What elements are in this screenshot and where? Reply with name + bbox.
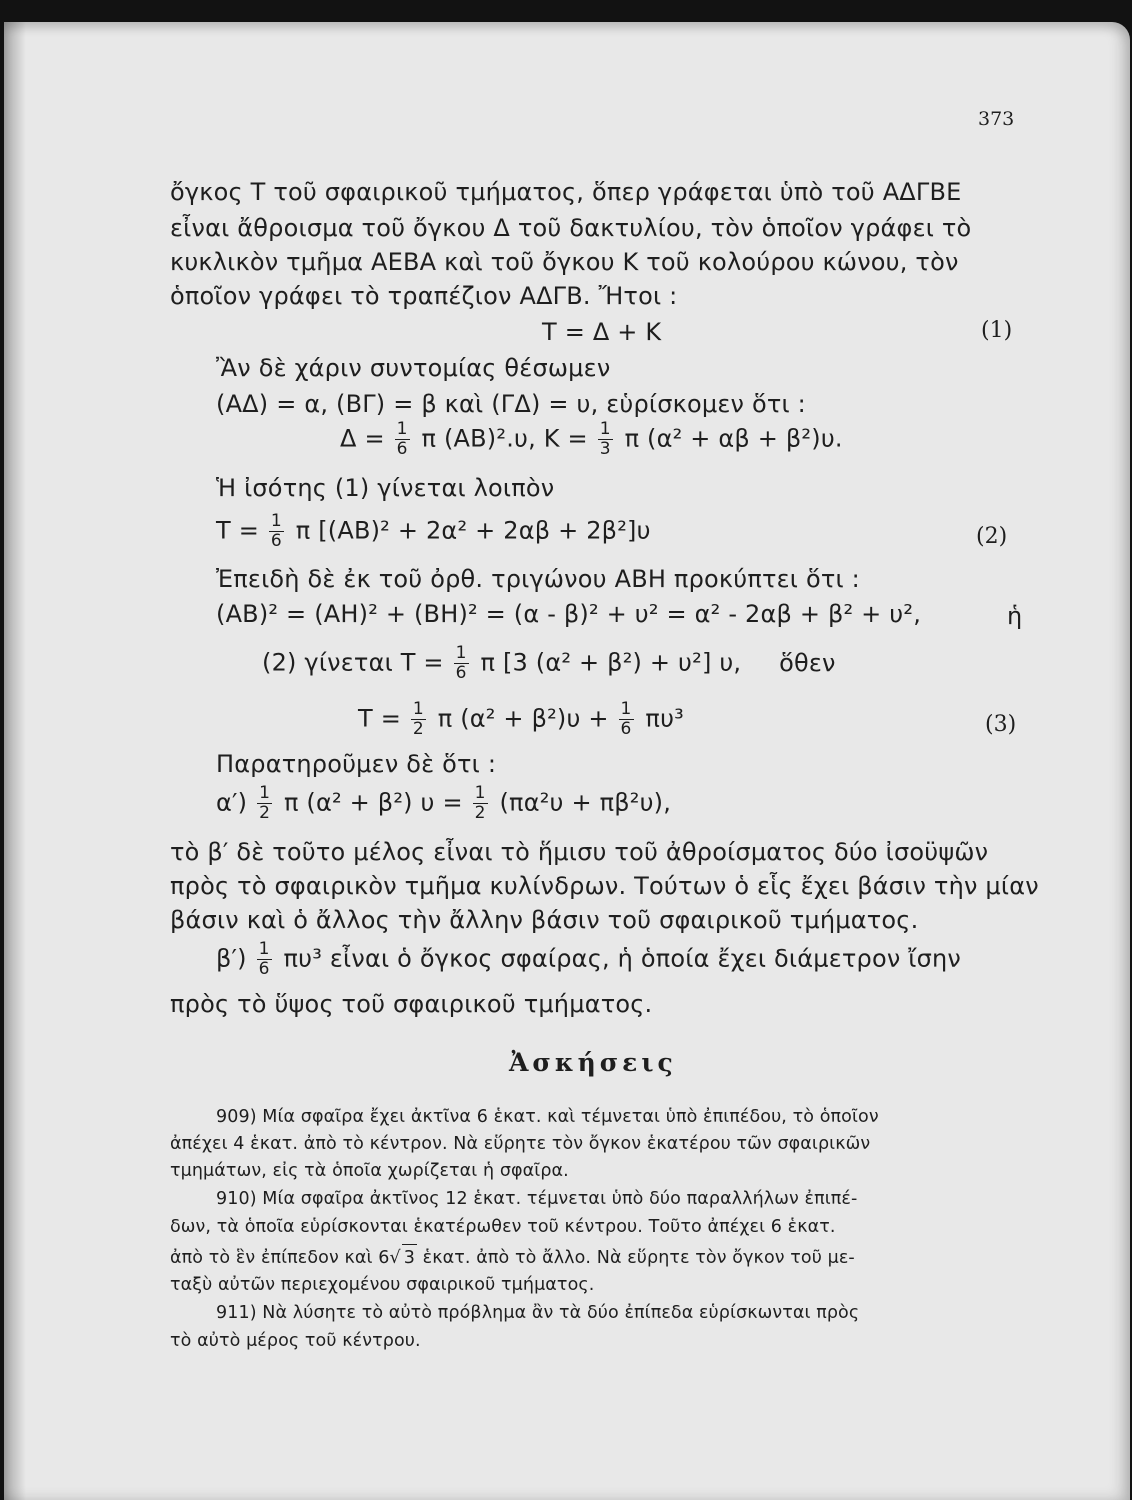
exercise-line-8: 911) Νὰ λύσητε τὸ αὐτὸ πρόβλημα ἂν τὰ δύο ἐπίπεδα εὑρίσκωνται πρὸς — [216, 1303, 860, 1323]
fraction-denominator: 6 — [620, 719, 632, 739]
fraction-numerator: 1 — [474, 783, 486, 803]
equation-number-2: (2) — [976, 524, 1008, 549]
spine-shadow — [4, 22, 26, 1500]
fraction-numerator: 1 — [396, 419, 408, 439]
fraction-denominator: 6 — [258, 959, 270, 979]
formula-part: π [3 (α² + β²) + υ²] υ, — [480, 648, 742, 677]
text-line-2: εἶναι ἄθροισμα τοῦ ὄγκου Δ τοῦ δακτυλίου, τὸν ὁποῖον γράφει τὸ — [170, 214, 972, 242]
fraction-one-sixth — [454, 644, 469, 683]
text-line-17: πρὸς τὸ σφαιρικὸν τμῆμα κυλίνδρων. Τούτων ὁ εἷς ἔχει βάσιν τὴν μίαν — [170, 872, 1039, 900]
fraction-denominator: 2 — [474, 803, 486, 823]
fraction-one-sixth — [619, 700, 634, 739]
fraction-denominator: 3 — [599, 439, 611, 459]
formula-part: α′) — [216, 788, 248, 817]
formula-part: Τ = — [216, 516, 259, 545]
text-line-6: (ΑΔ) = α, (ΒΓ) = β καὶ (ΓΔ) = υ, εὑρίσκομεν ὅτι : — [216, 390, 806, 418]
fraction-numerator: 1 — [455, 643, 467, 663]
fraction-numerator: 1 — [412, 699, 424, 719]
exercise-text: ἀπὸ τὸ ἓν ἐπίπεδον καὶ 6 — [170, 1248, 390, 1268]
exercise-line-3: τμημάτων, εἰς τὰ ὁποῖα χωρίζεται ἡ σφαῖρα. — [170, 1161, 569, 1181]
text-line-4: ὁποῖον γράφει τὸ τραπέζιον ΑΔΓΒ. Ἤτοι : — [170, 282, 678, 310]
text-line-8: Ἡ ἰσότης (1) γίνεται λοιπὸν — [216, 474, 555, 502]
formula-beta — [216, 940, 961, 979]
formula-T-final — [358, 700, 684, 739]
fraction-numerator: 1 — [599, 419, 611, 439]
fraction-numerator: 1 — [270, 511, 282, 531]
formula-part: (πα²υ + πβ²υ), — [499, 788, 672, 817]
exercise-line-6 — [170, 1244, 855, 1271]
formula-part: πυ³ εἶναι ὁ ὄγκος σφαίρας, ἡ ὁποία ἔχει διάμετρον ἴσην — [283, 944, 962, 973]
exercises-heading: Ἀσκήσεις — [509, 1048, 677, 1077]
fraction-denominator: 2 — [259, 803, 271, 823]
formula-part: πυ³ — [645, 704, 684, 733]
text-line-3: κυκλικὸν τμῆμα ΑΕΒΑ καὶ τοῦ ὄγκου Κ τοῦ κολούρου κώνου, τὸν — [170, 248, 959, 276]
fraction-numerator: 1 — [620, 699, 632, 719]
formula-T-becomes — [262, 644, 836, 683]
text-line-1: ὄγκος Τ τοῦ σφαιρικοῦ τμήματος, ὅπερ γράφεται ὑπὸ τοῦ ΑΔΓΒΕ — [170, 178, 962, 206]
text-line-16: τὸ β′ δὲ τοῦτο μέλος εἶναι τὸ ἥμισυ τοῦ ἀθροίσματος δύο ἰσοϋψῶν — [170, 838, 989, 866]
exercise-line-4: 910) Μία σφαῖρα ἀκτῖνος 12 ἑκατ. τέμνεται ὑπὸ δύο παραλλήλων ἐπιπέ- — [216, 1189, 858, 1209]
exercise-line-2: ἀπέχει 4 ἑκατ. ἀπὸ τὸ κέντρον. Νὰ εὕρητε τὸν ὄγκον ἑκατέρου τῶν σφαιρικῶν — [170, 1134, 871, 1154]
formula-part: Τ = — [358, 704, 401, 733]
fraction-one-half — [411, 700, 426, 739]
exercise-text: ἑκατ. ἀπὸ τὸ ἄλλο. Νὰ εὕρητε τὸν ὄγκον τοῦ με- — [422, 1248, 855, 1268]
equation-number-1: (1) — [981, 318, 1013, 343]
text-line-14: Παρατηροῦμεν δὲ ὅτι : — [216, 750, 497, 778]
formula-T-expanded — [216, 512, 651, 551]
square-root-sign: √ — [389, 1248, 401, 1268]
fraction-one-half — [473, 784, 488, 823]
formula-alpha — [216, 784, 671, 823]
exercise-line-1: 909) Μία σφαῖρα ἔχει ἀκτῖνα 6 ἑκατ. καὶ τέμνεται ὑπὸ ἐπιπέδου, τὸ ὁποῖον — [216, 1107, 879, 1127]
text-line-10: Ἐπειδὴ δὲ ἐκ τοῦ ὀρθ. τριγώνου ΑΒΗ προκύπτει ὅτι : — [216, 565, 860, 593]
fraction-numerator: 1 — [258, 939, 270, 959]
fraction-one-half — [257, 784, 272, 823]
fraction-one-third — [598, 420, 613, 459]
formula-part: π [(ΑΒ)² + 2α² + 2αβ + 2β²]υ — [295, 516, 651, 545]
fraction-numerator: 1 — [259, 783, 271, 803]
exercise-line-9: τὸ αὐτὸ μέρος τοῦ κέντρου. — [170, 1331, 421, 1351]
formula-part: π (α² + β²)υ + — [437, 704, 609, 733]
fraction-denominator: 6 — [455, 663, 467, 683]
text-line-18: βάσιν καὶ ὁ ἄλλος τὴν ἄλλην βάσιν τοῦ σφαιρικοῦ τμήματος. — [170, 906, 919, 934]
fraction-denominator: 2 — [412, 719, 424, 739]
fraction-denominator: 6 — [396, 439, 408, 459]
equation-number-3: (3) — [985, 712, 1017, 737]
formula-part: ὅθεν — [779, 648, 836, 677]
formula-part: π (α² + β²) υ = — [283, 788, 463, 817]
page-number: 373 — [978, 108, 1015, 130]
formula-AB-squared: (ΑΒ)² = (ΑΗ)² + (ΒΗ)² = (α - β)² + υ² = α² - 2αβ + β² + υ², — [216, 600, 922, 628]
fraction-denominator: 6 — [270, 531, 282, 551]
formula-part: Δ = — [340, 424, 385, 453]
fraction-one-sixth — [269, 512, 284, 551]
fraction-one-sixth — [395, 420, 410, 459]
formula-part: π (ΑΒ)².υ, Κ = — [421, 424, 588, 453]
formula-part: β′) — [216, 944, 247, 973]
text-line-11-end: ἡ — [1007, 602, 1023, 630]
formula-delta-kappa — [340, 420, 843, 459]
formula-part: (2) γίνεται Τ = — [262, 648, 444, 677]
equation-1: Τ = Δ + Κ — [542, 318, 662, 346]
text-line-20: πρὸς τὸ ὕψος τοῦ σφαιρικοῦ τμήματος. — [170, 990, 653, 1018]
text-line-5: Ἂν δὲ χάριν συντομίας θέσωμεν — [216, 354, 611, 382]
exercise-line-5: δων, τὰ ὁποῖα εὑρίσκονται ἑκατέρωθεν τοῦ κέντρου. Τοῦτο ἀπέχει 6 ἑκατ. — [170, 1217, 836, 1237]
fraction-one-sixth — [257, 940, 272, 979]
exercise-line-7: ταξὺ αὐτῶν περιεχομένου σφαιρικοῦ τμήματος. — [170, 1275, 595, 1295]
formula-part: π (α² + αβ + β²)υ. — [624, 424, 843, 453]
square-root-radicand: 3 — [402, 1244, 417, 1271]
